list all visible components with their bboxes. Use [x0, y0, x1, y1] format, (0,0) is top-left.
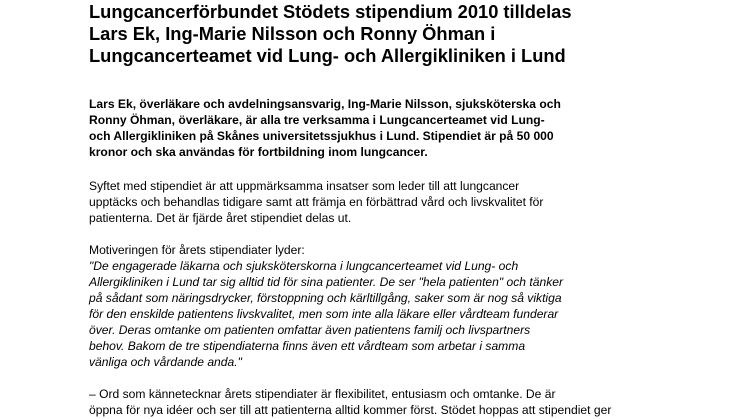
closing-paragraph [89, 386, 729, 418]
quote-line: "De engagerade läkarna och sjuksköterskorna i lungcancerteamet vid Lung- och [89, 259, 519, 273]
quote-line: Allergikliniken i Lund tar sig alltid tid för sina patienter. De ser "hela patienten" och tänker [89, 275, 564, 289]
paragraph-spacer [89, 370, 729, 386]
lead-line: Ronny Öhman, överläkare, är alla tre verksamma i Lungcancerteamet vid Lung- [89, 113, 545, 127]
press-release-page [89, 0, 729, 418]
quote-line: för den enskilde patientens livskvalitet, men som inte alla läkare eller vårdteam funderar [89, 307, 559, 321]
lead-line: Lars Ek, överläkare och avdelningsansvarig, Ing-Marie Nilsson, sjuksköterska och [89, 97, 561, 111]
title-line: Lars Ek, Ing-Marie Nilsson och Ronny Öhman i [89, 23, 496, 44]
article-body [89, 178, 729, 418]
title-line: Lungcancerteamet vid Lung- och Allergikliniken i Lund [89, 45, 566, 66]
body-line: Syftet med stipendiet är att uppmärksamma insatser som leder till att lungcancer [89, 179, 520, 193]
body-line: patienterna. Det är fjärde året stipendiet delas ut. [89, 211, 352, 225]
body-line: upptäcks och behandlas tidigare samt att främja en förbättrad vård och livskvalitet för [89, 195, 544, 209]
motivation-intro: Motiveringen för årets stipendiater lyder: [89, 243, 305, 257]
quote-line: behov. Bakom de tre stipendiaterna finns även ett vårdteam som arbetar i samma [89, 339, 526, 353]
page-title [89, 0, 729, 67]
body-line: – Ord som kännetecknar årets stipendiater är flexibilitet, entusiasm och omtanke. De är [89, 387, 556, 401]
quote-line: på sådant som näringsdrycker, förstoppning och kärltillgång, saker som är nog så viktiga [89, 291, 562, 305]
body-line: öppna för nya idéer och ser till att patienterna alltid kommer först. Stödet hoppas att stipendiet ger [89, 403, 612, 417]
lead-paragraph [89, 96, 729, 160]
quote-line: vänliga och vårdande anda." [89, 355, 242, 369]
motivation-paragraph [89, 242, 729, 370]
lead-line: och Allergikliniken på Skånes universitetssjukhus i Lund. Stipendiet är på 50 000 [89, 129, 554, 143]
paragraph-spacer [89, 226, 729, 242]
purpose-paragraph [89, 178, 729, 226]
lead-line: kronor och ska användas för fortbildning inom lungcancer. [89, 145, 428, 159]
title-line: Lungcancerförbundet Stödets stipendium 2010 tilldelas [89, 1, 572, 22]
quote-line: över. Deras omtanke om patienten omfattar även patientens familj och livspartners [89, 323, 531, 337]
